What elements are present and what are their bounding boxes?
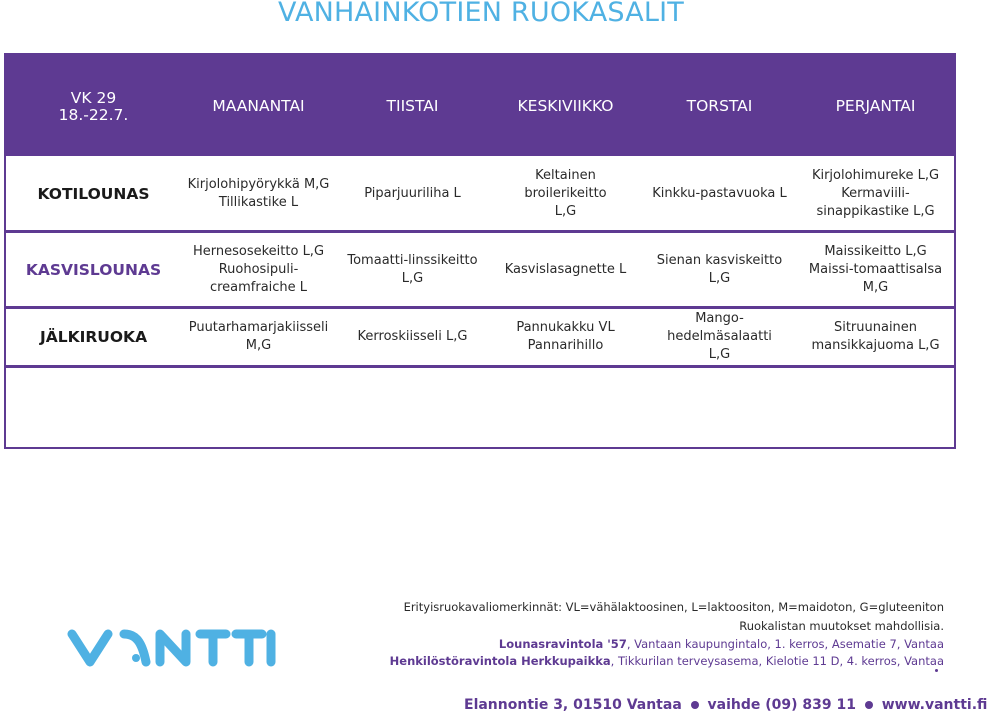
restaurant-2-name: Henkilöstöravintola Herkkupaikka <box>389 654 611 668</box>
menu-cell: Sitruunainen mansikkajuoma L,G <box>811 320 940 353</box>
row-label-jalkiruoka: JÄLKIRUOKA <box>39 328 148 346</box>
restaurant-2 <box>390 654 944 668</box>
page-title: VANHAINKOTIEN RUOKASALIT <box>278 0 685 28</box>
menu-cell: Mango-hedelmäsalaatti L,G <box>667 311 772 362</box>
menu-cell: Sienan kasviskeitto L,G <box>656 252 783 286</box>
website-link[interactable]: www.vantti.fi <box>881 697 987 713</box>
phone-number: vaihde (09) 839 11 <box>707 697 856 713</box>
vantti-logo <box>66 624 278 674</box>
menu-cell: Kasvislasagnette L <box>504 261 627 277</box>
menu-cell: Keltainen broilerikeitto L,G <box>524 167 607 219</box>
diet-codes: Erityisruokavaliomerkinnät: VL=vähälaktoosinen, L=laktoositon, M=maidoton, G=gluteeniton <box>403 600 944 614</box>
menu-cell: Kinkku-pastavuoka L <box>652 185 787 201</box>
restaurant-1-name: Lounasravintola '57 <box>498 637 627 651</box>
day-friday: PERJANTAI <box>835 96 916 115</box>
menu-cell: Hernesosekeitto L,G Ruohosipuli- creamfraiche L <box>192 243 325 295</box>
decorative-dot <box>935 669 938 672</box>
row-divider <box>6 365 954 368</box>
row-label-kotilounas: KOTILOUNAS <box>37 184 150 203</box>
header-row <box>6 55 954 156</box>
menu-table <box>4 53 956 449</box>
bullet-icon <box>691 701 699 709</box>
menu-cell: Kirjolohipyörykkä M,G Tillikastike L <box>187 176 330 210</box>
street-address: Elannontie 3, 01510 Vantaa <box>464 697 682 713</box>
menu-cell: Maissikeitto L,G Maissi-tomaattisalsa M,G <box>808 243 943 295</box>
contact-line <box>464 697 987 713</box>
row-kasvislounas <box>6 233 954 306</box>
week-number: VK 29 <box>70 88 117 107</box>
menu-cell: Puutarhamarjakiisseli M,G <box>188 320 329 353</box>
day-tuesday: TIISTAI <box>386 96 439 115</box>
row-jalkiruoka <box>6 309 954 365</box>
restaurant-1-address: , Vantaan kaupungintalo, 1. kerros, Asematie 7, Vantaa <box>626 637 944 651</box>
restaurant-2-address: , Tikkurilan terveysasema, Kielotie 11 D, 4. kerros, Vantaa <box>610 654 944 668</box>
menu-cell: Tomaatti-linssikeitto L,G <box>347 252 478 286</box>
day-monday: MAANANTAI <box>212 96 305 115</box>
menu-cell: Piparjuuriliha L <box>364 185 461 201</box>
week-label <box>6 55 181 156</box>
bullet-icon <box>865 701 873 709</box>
menu-cell: Pannukakku VL Pannarihillo <box>516 320 615 353</box>
day-wednesday: KESKIVIIKKO <box>517 96 614 115</box>
menu-cell: Kerroskiisseli L,G <box>357 329 468 344</box>
menu-cell: Kirjolohimureke L,G Kermaviili- sinappikastike L,G <box>811 167 940 219</box>
week-dates: 18.-22.7. <box>58 105 129 124</box>
restaurant-1 <box>499 637 944 651</box>
day-thursday: TORSTAI <box>686 96 753 115</box>
menu-changes-note: Ruokalistan muutokset mahdollisia. <box>739 619 944 633</box>
row-kotilounas <box>6 156 954 231</box>
vantti-logo-icon <box>66 624 278 670</box>
row-label-kasvislounas: KASVISLOUNAS <box>25 260 162 279</box>
